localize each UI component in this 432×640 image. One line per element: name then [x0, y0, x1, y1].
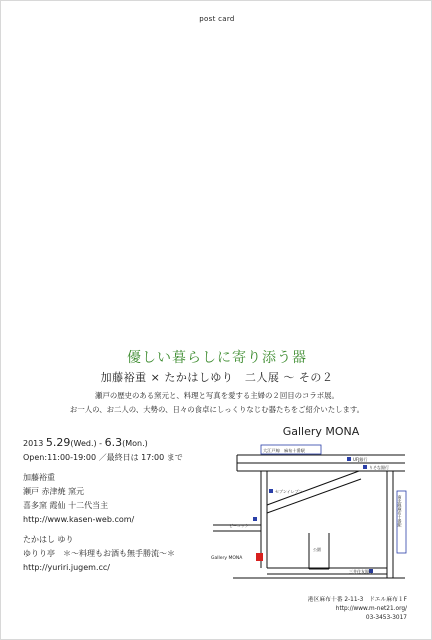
event-start-day: (Wed.) — [70, 439, 97, 448]
map-marker-resona — [363, 465, 367, 469]
map-road — [267, 479, 361, 513]
artist1-line2: 喜多窯 霞仙 十二代当主 — [23, 501, 109, 510]
exhibition-title: 優しい暮らしに寄り添う器 — [127, 350, 307, 366]
exhibition-subtitle: 加藤裕重 × たかはしゆり 二人展 〜 その２ — [100, 371, 334, 384]
map-label-park: 公園 — [313, 547, 321, 552]
map-label-mitsui: 三井住友銀行 — [349, 569, 373, 574]
access-map — [209, 443, 419, 593]
gallery-marker — [256, 553, 263, 561]
map-label-resona: りそな銀行 — [369, 465, 389, 470]
map-label-nanboku: 南北線麻布十番駅 — [397, 495, 403, 527]
event-end-day: (Mon.) — [122, 439, 148, 448]
postcard-label: post card — [199, 15, 235, 23]
event-hours: Open:11:00-19:00 ／最終日は 17:00 まで — [23, 453, 183, 462]
artist1-url[interactable]: http://www.kasen-web.com/ — [23, 515, 135, 524]
gallery-url[interactable]: http://www.m-net21.org/ — [335, 606, 407, 612]
artist2-url[interactable]: http://yuriri.jugem.cc/ — [23, 563, 110, 572]
description-line-1: 瀬戸の歴史のある窯元と、料理と写真を愛する主婦の２回目のコラボ展。 — [95, 391, 339, 400]
event-year: 2013 — [23, 439, 44, 448]
event-separator: - — [96, 439, 105, 448]
event-start: 5.29 — [45, 436, 71, 449]
map-label-peacock: ピーコック — [229, 523, 249, 528]
map-marker-ufj — [347, 457, 351, 461]
gallery-contact — [237, 596, 407, 623]
map-label-ufj: UFJ銀行 — [353, 457, 368, 462]
gallery-name: Gallery MONA — [282, 425, 360, 438]
artist2-name: たかはし ゆり — [23, 535, 74, 544]
map-svg — [209, 443, 419, 593]
map-marker-seven — [269, 489, 273, 493]
event-end: 6.3 — [104, 436, 123, 449]
artist1-line1: 瀬戸 赤津焼 窯元 — [23, 487, 85, 496]
description-line-2: お一人の、お二人の、大勢の、日々の食卓にしっくりなじむ器たちをご紹介いたします。 — [69, 405, 365, 414]
map-label-seven: セブンイレブン — [275, 489, 303, 494]
map-label-top-road: 大江戸線 麻布十番駅 — [263, 448, 305, 453]
map-label-mona: Gallery MONA — [211, 556, 243, 561]
artist1-name: 加藤裕重 — [23, 473, 55, 482]
artist2-line1: ゆりり亭 ＊〜料理もお酒も無手勝流〜＊ — [23, 549, 175, 558]
exhibition-description — [1, 389, 432, 417]
map-road — [267, 471, 359, 505]
gallery-address: 港区麻布十番 2-11-3 ドエル麻布１F — [307, 597, 407, 603]
gallery-phone: 03-3453-3017 — [365, 615, 407, 621]
map-marker-peacock — [253, 517, 257, 521]
